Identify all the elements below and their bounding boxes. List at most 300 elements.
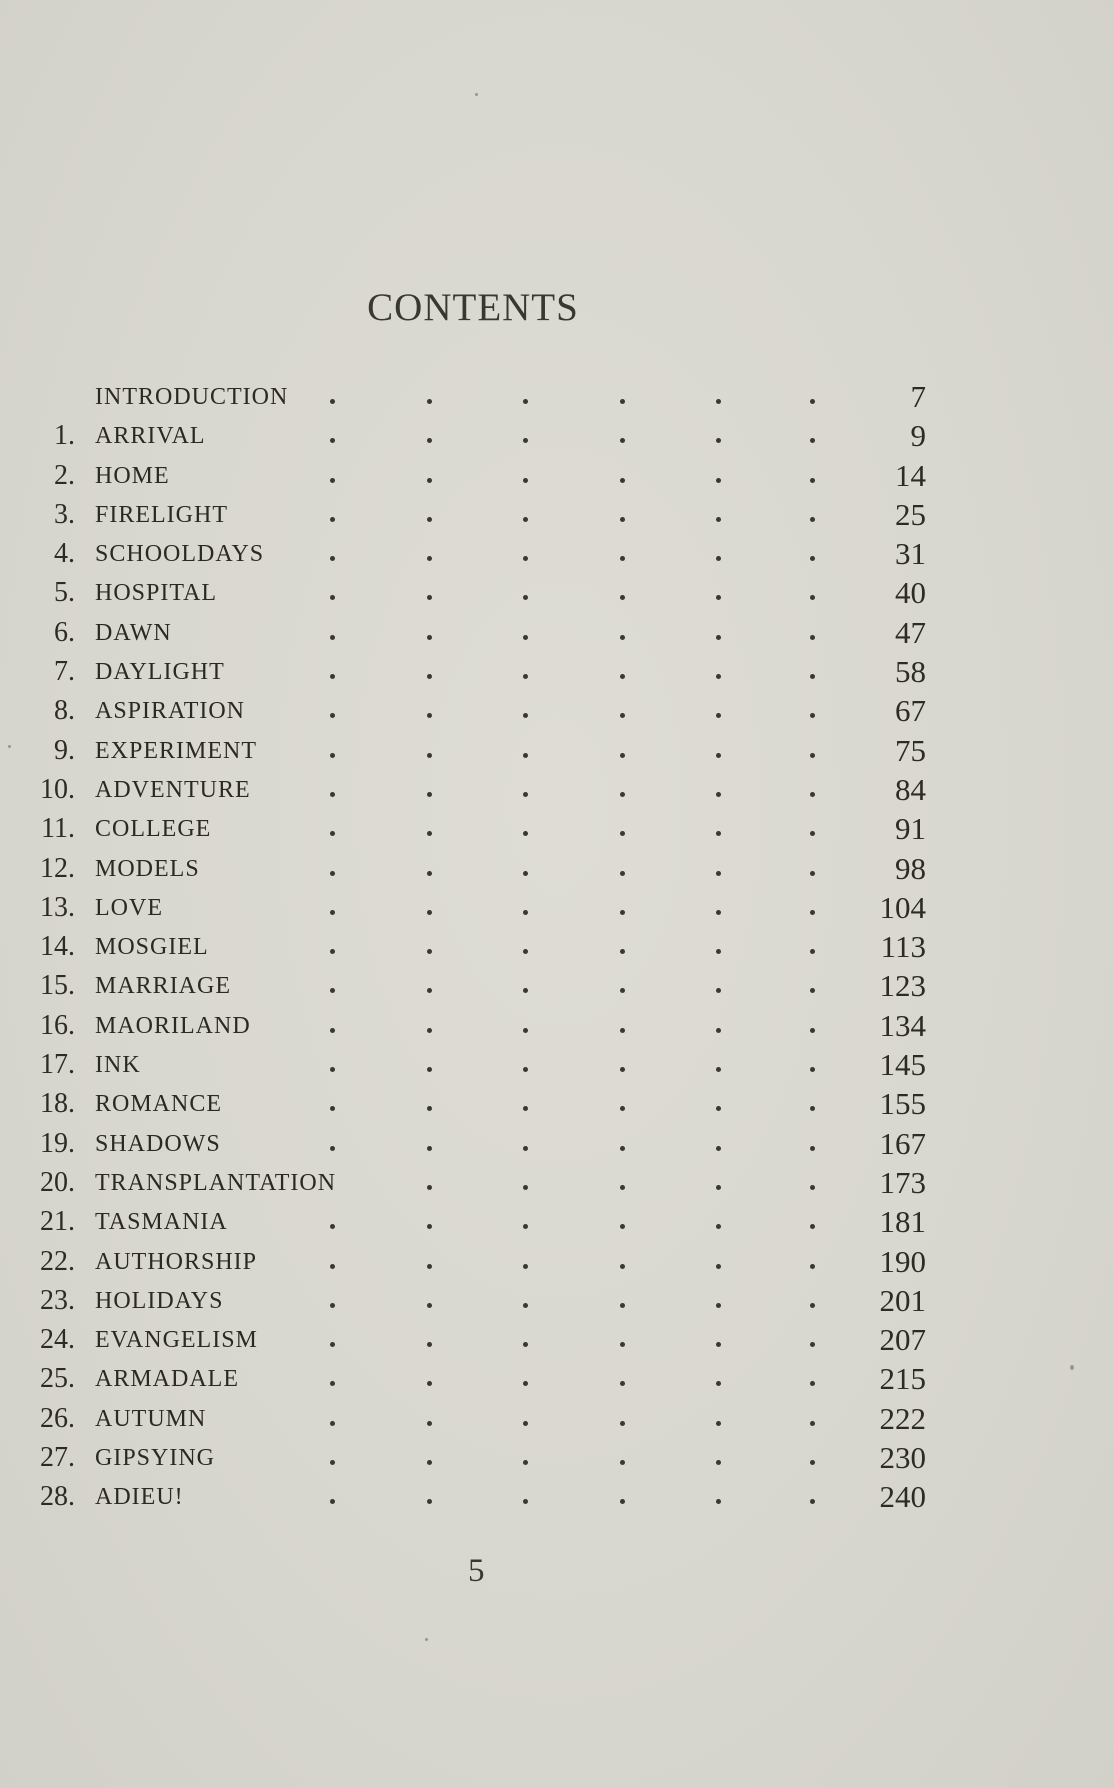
dot-leader <box>330 613 830 653</box>
leader-dot <box>523 988 528 993</box>
toc-entry <box>0 1045 1114 1084</box>
chapter-number: 5. <box>54 577 75 609</box>
leader-dot <box>716 399 721 404</box>
leader-dot <box>427 1303 432 1308</box>
leader-dot <box>427 910 432 915</box>
leader-dot <box>523 517 528 522</box>
leader-dot <box>810 635 815 640</box>
chapter-page-number: 104 <box>879 889 926 925</box>
chapter-page-number: 230 <box>879 1440 926 1476</box>
chapter-page-number: 207 <box>879 1322 926 1358</box>
leader-dot <box>427 871 432 876</box>
leader-dot <box>523 1224 528 1229</box>
chapter-title: ADVENTURE <box>95 776 251 803</box>
leader-dot <box>810 556 815 561</box>
leader-dot <box>523 910 528 915</box>
leader-dot <box>427 556 432 561</box>
leader-dot <box>716 1106 721 1111</box>
toc-entry <box>0 456 1114 495</box>
leader-dot <box>427 595 432 600</box>
leader-dot <box>523 1381 528 1386</box>
leader-dot <box>330 1028 335 1033</box>
contents-heading: CONTENTS <box>367 286 579 329</box>
toc-entry <box>0 613 1114 652</box>
leader-dot <box>810 1303 815 1308</box>
toc-entry <box>0 849 1114 888</box>
leader-dot <box>810 1106 815 1111</box>
leader-dot <box>330 1460 335 1465</box>
leader-dot <box>716 556 721 561</box>
chapter-page-number: 31 <box>895 536 926 572</box>
leader-dot <box>330 1264 335 1269</box>
chapter-page-number: 25 <box>895 496 926 532</box>
leader-dot <box>620 478 625 483</box>
leader-dot <box>810 1185 815 1190</box>
leader-dot <box>620 988 625 993</box>
toc-entry <box>0 495 1114 534</box>
leader-dot <box>810 1421 815 1426</box>
chapter-number: 19. <box>40 1127 75 1159</box>
chapter-number: 20. <box>40 1166 75 1198</box>
chapter-number: 11. <box>41 813 75 845</box>
leader-dot <box>330 595 335 600</box>
chapter-title: HOLIDAYS <box>95 1287 224 1314</box>
leader-dot <box>716 713 721 718</box>
leader-dot <box>330 949 335 954</box>
chapter-page-number: 40 <box>895 575 926 611</box>
chapter-title: SHADOWS <box>95 1130 221 1157</box>
chapter-number: 9. <box>54 734 75 766</box>
dot-leader <box>330 1242 830 1282</box>
chapter-number: 26. <box>40 1402 75 1434</box>
leader-dot <box>810 1067 815 1072</box>
chapter-number: 16. <box>40 1009 75 1041</box>
leader-dot <box>523 1460 528 1465</box>
leader-dot <box>620 910 625 915</box>
chapter-number: 15. <box>40 970 75 1002</box>
leader-dot <box>810 988 815 993</box>
paper-speck <box>1070 1365 1074 1370</box>
leader-dot <box>620 1028 625 1033</box>
leader-dot <box>330 831 335 836</box>
leader-dot <box>523 438 528 443</box>
leader-dot <box>716 871 721 876</box>
leader-dot <box>427 1460 432 1465</box>
dot-leader <box>330 1359 830 1399</box>
leader-dot <box>330 478 335 483</box>
leader-dot <box>810 1499 815 1504</box>
leader-dot <box>810 438 815 443</box>
leader-dot <box>523 1264 528 1269</box>
leader-dot <box>620 1146 625 1151</box>
table-of-contents <box>0 377 1114 1517</box>
toc-entry <box>0 1006 1114 1045</box>
chapter-page-number: 14 <box>895 457 926 493</box>
chapter-page-number: 240 <box>879 1479 926 1515</box>
leader-dot <box>810 792 815 797</box>
leader-dot <box>427 517 432 522</box>
toc-entry <box>0 770 1114 809</box>
dot-leader <box>330 456 830 496</box>
chapter-page-number: 134 <box>879 1007 926 1043</box>
leader-dot <box>330 1381 335 1386</box>
leader-dot <box>427 635 432 640</box>
dot-leader <box>330 888 830 928</box>
chapter-number: 14. <box>40 931 75 963</box>
chapter-title: EXPERIMENT <box>95 737 257 764</box>
leader-dot <box>523 831 528 836</box>
chapter-title: AUTHORSHIP <box>95 1248 258 1275</box>
leader-dot <box>330 399 335 404</box>
leader-dot <box>427 478 432 483</box>
leader-dot <box>620 1381 625 1386</box>
chapter-title: ARMADALE <box>95 1366 239 1393</box>
chapter-number: 4. <box>54 538 75 570</box>
chapter-number: 21. <box>40 1206 75 1238</box>
leader-dot <box>427 1224 432 1229</box>
leader-dot <box>810 674 815 679</box>
chapter-title: TASMANIA <box>95 1209 228 1236</box>
leader-dot <box>620 556 625 561</box>
chapter-title: ROMANCE <box>95 1091 223 1118</box>
leader-dot <box>330 1303 335 1308</box>
leader-dot <box>427 831 432 836</box>
leader-dot <box>810 595 815 600</box>
toc-entry <box>0 377 1114 416</box>
leader-dot <box>810 1381 815 1386</box>
leader-dot <box>523 1421 528 1426</box>
leader-dot <box>330 517 335 522</box>
leader-dot <box>427 713 432 718</box>
leader-dot <box>427 674 432 679</box>
leader-dot <box>330 1421 335 1426</box>
leader-dot <box>716 438 721 443</box>
leader-dot <box>427 1028 432 1033</box>
leader-dot <box>523 713 528 718</box>
chapter-title: GIPSYING <box>95 1445 216 1472</box>
toc-entry <box>0 888 1114 927</box>
chapter-title: DAYLIGHT <box>95 659 225 686</box>
leader-dot <box>523 1303 528 1308</box>
chapter-page-number: 58 <box>895 654 926 690</box>
chapter-page-number: 155 <box>879 1086 926 1122</box>
leader-dot <box>427 1185 432 1190</box>
leader-dot <box>620 1067 625 1072</box>
leader-dot <box>427 1264 432 1269</box>
leader-dot <box>620 1303 625 1308</box>
chapter-title: HOME <box>95 462 170 489</box>
dot-leader <box>330 1163 830 1203</box>
leader-dot <box>620 792 625 797</box>
chapter-number: 25. <box>40 1363 75 1395</box>
leader-dot <box>330 438 335 443</box>
leader-dot <box>716 792 721 797</box>
chapter-title: ASPIRATION <box>95 698 246 725</box>
leader-dot <box>427 1381 432 1386</box>
leader-dot <box>716 1224 721 1229</box>
chapter-number: 27. <box>40 1442 75 1474</box>
leader-dot <box>330 556 335 561</box>
chapter-title: MOSGIEL <box>95 934 209 961</box>
toc-entry <box>0 927 1114 966</box>
leader-dot <box>523 871 528 876</box>
dot-leader <box>330 1084 830 1124</box>
dot-leader <box>330 1124 830 1164</box>
dot-leader <box>330 573 830 613</box>
chapter-page-number: 181 <box>879 1204 926 1240</box>
toc-entry <box>0 534 1114 573</box>
leader-dot <box>523 1106 528 1111</box>
leader-dot <box>427 1342 432 1347</box>
leader-dot <box>523 478 528 483</box>
leader-dot <box>427 949 432 954</box>
chapter-page-number: 98 <box>895 850 926 886</box>
leader-dot <box>620 871 625 876</box>
leader-dot <box>427 753 432 758</box>
leader-dot <box>523 595 528 600</box>
chapter-title: INK <box>95 1052 141 1079</box>
leader-dot <box>716 1342 721 1347</box>
leader-dot <box>330 910 335 915</box>
leader-dot <box>620 517 625 522</box>
leader-dot <box>427 399 432 404</box>
leader-dot <box>620 1499 625 1504</box>
chapter-title: MODELS <box>95 855 200 882</box>
chapter-title: SCHOOLDAYS <box>95 541 265 568</box>
leader-dot <box>427 1146 432 1151</box>
leader-dot <box>620 1224 625 1229</box>
chapter-title: DAWN <box>95 619 172 646</box>
chapter-page-number: 7 <box>910 379 926 414</box>
chapter-title: MARRIAGE <box>95 973 232 1000</box>
toc-entry <box>0 691 1114 730</box>
leader-dot <box>810 753 815 758</box>
leader-dot <box>716 1499 721 1504</box>
chapter-title: TRANSPLANTATION <box>95 1169 337 1196</box>
leader-dot <box>810 1146 815 1151</box>
leader-dot <box>330 1342 335 1347</box>
toc-entry <box>0 416 1114 455</box>
chapter-number: 17. <box>40 1049 75 1081</box>
leader-dot <box>620 1460 625 1465</box>
leader-dot <box>523 753 528 758</box>
leader-dot <box>620 1185 625 1190</box>
leader-dot <box>716 753 721 758</box>
toc-entry <box>0 1438 1114 1477</box>
leader-dot <box>330 1224 335 1229</box>
chapter-page-number: 190 <box>879 1243 926 1279</box>
leader-dot <box>716 1146 721 1151</box>
leader-dot <box>716 1264 721 1269</box>
chapter-title: ADIEU! <box>95 1484 184 1511</box>
chapter-page-number: 84 <box>895 771 926 807</box>
leader-dot <box>810 910 815 915</box>
page-number-folio: 5 <box>468 1553 485 1589</box>
leader-dot <box>523 1067 528 1072</box>
leader-dot <box>716 831 721 836</box>
chapter-number: 12. <box>40 852 75 884</box>
toc-entry <box>0 1124 1114 1163</box>
leader-dot <box>810 713 815 718</box>
leader-dot <box>716 1067 721 1072</box>
chapter-title: EVANGELISM <box>95 1327 258 1354</box>
leader-dot <box>620 635 625 640</box>
leader-dot <box>810 1460 815 1465</box>
leader-dot <box>810 1342 815 1347</box>
leader-dot <box>716 1421 721 1426</box>
leader-dot <box>716 949 721 954</box>
chapter-number: 24. <box>40 1324 75 1356</box>
leader-dot <box>810 1224 815 1229</box>
leader-dot <box>810 1028 815 1033</box>
leader-dot <box>427 1499 432 1504</box>
chapter-page-number: 9 <box>910 418 926 454</box>
leader-dot <box>523 1185 528 1190</box>
toc-entry <box>0 1281 1114 1320</box>
chapter-page-number: 201 <box>879 1282 926 1318</box>
chapter-number: 13. <box>40 891 75 923</box>
leader-dot <box>523 792 528 797</box>
leader-dot <box>523 674 528 679</box>
chapter-number: 23. <box>40 1284 75 1316</box>
dot-leader <box>330 1281 830 1321</box>
chapter-number: 2. <box>54 459 75 491</box>
toc-entry <box>0 652 1114 691</box>
paper-speck <box>425 1638 428 1641</box>
dot-leader <box>330 495 830 535</box>
leader-dot <box>523 949 528 954</box>
dot-leader <box>330 1399 830 1439</box>
chapter-page-number: 123 <box>879 968 926 1004</box>
chapter-number: 10. <box>40 773 75 805</box>
dot-leader <box>330 1477 830 1517</box>
toc-entry <box>0 1202 1114 1241</box>
dot-leader <box>330 849 830 889</box>
chapter-page-number: 47 <box>895 614 926 650</box>
chapter-number: 8. <box>54 695 75 727</box>
toc-entry <box>0 1399 1114 1438</box>
leader-dot <box>620 438 625 443</box>
leader-dot <box>620 949 625 954</box>
leader-dot <box>330 674 335 679</box>
leader-dot <box>810 871 815 876</box>
chapter-number: 6. <box>54 616 75 648</box>
leader-dot <box>716 674 721 679</box>
chapter-page-number: 173 <box>879 1164 926 1200</box>
dot-leader <box>330 1202 830 1242</box>
chapter-page-number: 91 <box>895 811 926 847</box>
toc-entry <box>0 1359 1114 1398</box>
chapter-title: MAORILAND <box>95 1012 251 1039</box>
chapter-page-number: 167 <box>879 1125 926 1161</box>
leader-dot <box>810 478 815 483</box>
leader-dot <box>523 1499 528 1504</box>
leader-dot <box>716 595 721 600</box>
leader-dot <box>716 478 721 483</box>
chapter-title: LOVE <box>95 894 163 921</box>
toc-entry <box>0 1084 1114 1123</box>
leader-dot <box>427 438 432 443</box>
leader-dot <box>716 517 721 522</box>
leader-dot <box>523 1028 528 1033</box>
leader-dot <box>523 1146 528 1151</box>
chapter-number: 22. <box>40 1245 75 1277</box>
leader-dot <box>427 792 432 797</box>
leader-dot <box>810 831 815 836</box>
leader-dot <box>427 1106 432 1111</box>
leader-dot <box>330 753 335 758</box>
leader-dot <box>716 1381 721 1386</box>
chapter-title: ARRIVAL <box>95 423 206 450</box>
toc-entry <box>0 1163 1114 1202</box>
leader-dot <box>810 399 815 404</box>
toc-entry <box>0 809 1114 848</box>
toc-entry <box>0 1320 1114 1359</box>
leader-dot <box>330 1106 335 1111</box>
chapter-title: HOSPITAL <box>95 580 218 607</box>
dot-leader <box>330 1320 830 1360</box>
chapter-number: 18. <box>40 1088 75 1120</box>
dot-leader <box>330 731 830 771</box>
leader-dot <box>716 1028 721 1033</box>
leader-dot <box>523 556 528 561</box>
toc-entry <box>0 1242 1114 1281</box>
chapter-page-number: 222 <box>879 1400 926 1436</box>
dot-leader <box>330 652 830 692</box>
dot-leader <box>330 927 830 967</box>
chapter-number: 1. <box>54 420 75 452</box>
chapter-title: COLLEGE <box>95 816 212 843</box>
dot-leader <box>330 809 830 849</box>
toc-entry <box>0 966 1114 1005</box>
leader-dot <box>620 713 625 718</box>
leader-dot <box>620 1421 625 1426</box>
chapter-page-number: 67 <box>895 693 926 729</box>
leader-dot <box>810 517 815 522</box>
chapter-title: FIRELIGHT <box>95 501 228 528</box>
toc-entry <box>0 731 1114 770</box>
chapter-number: 3. <box>54 498 75 530</box>
leader-dot <box>620 1264 625 1269</box>
leader-dot <box>620 1106 625 1111</box>
chapter-page-number: 113 <box>880 929 926 965</box>
dot-leader <box>330 770 830 810</box>
leader-dot <box>330 988 335 993</box>
leader-dot <box>330 1067 335 1072</box>
chapter-page-number: 145 <box>879 1047 926 1083</box>
leader-dot <box>620 753 625 758</box>
dot-leader <box>330 1045 830 1085</box>
chapter-page-number: 215 <box>879 1361 926 1397</box>
leader-dot <box>620 831 625 836</box>
leader-dot <box>330 871 335 876</box>
leader-dot <box>427 1421 432 1426</box>
chapter-page-number: 75 <box>895 732 926 768</box>
leader-dot <box>427 1067 432 1072</box>
toc-entry <box>0 573 1114 612</box>
leader-dot <box>620 399 625 404</box>
leader-dot <box>620 1342 625 1347</box>
leader-dot <box>523 1342 528 1347</box>
leader-dot <box>810 949 815 954</box>
chapter-title: INTRODUCTION <box>95 384 289 410</box>
leader-dot <box>716 988 721 993</box>
leader-dot <box>523 399 528 404</box>
dot-leader <box>330 534 830 574</box>
dot-leader <box>330 966 830 1006</box>
paper-speck <box>8 745 11 748</box>
leader-dot <box>620 674 625 679</box>
